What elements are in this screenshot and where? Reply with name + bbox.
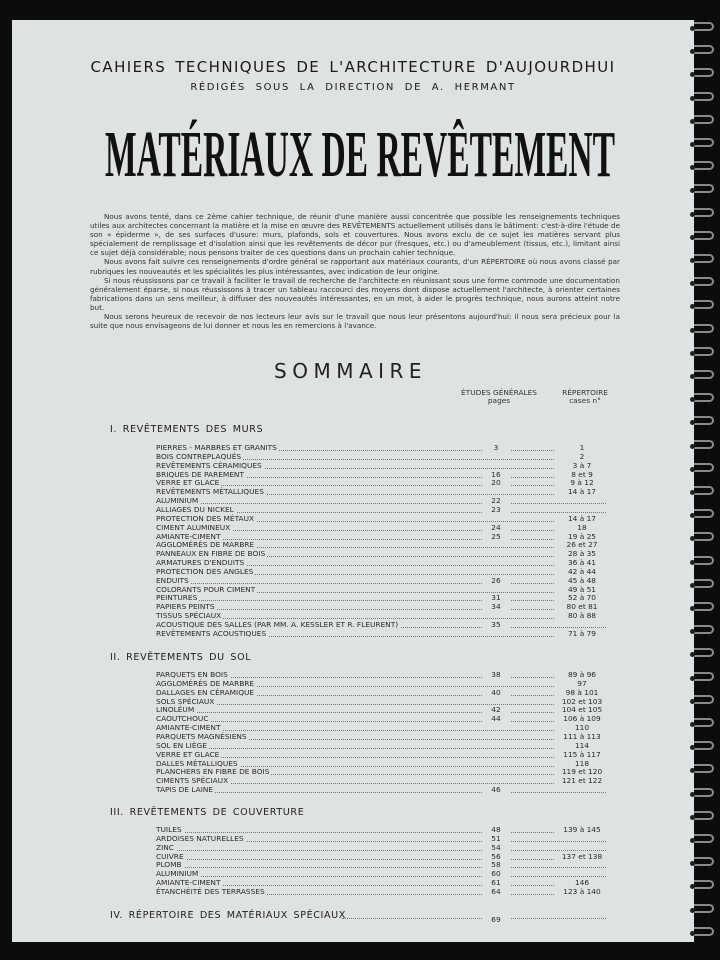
toc-label: TUILES bbox=[156, 825, 182, 834]
spiral-coil bbox=[694, 509, 714, 518]
toc-label: AMIANTE-CIMENT bbox=[156, 531, 221, 541]
dot-leader bbox=[156, 539, 606, 540]
spiral-coil bbox=[694, 648, 714, 657]
repertoire-cases: 49 à 51 bbox=[554, 586, 610, 595]
dot-leader bbox=[156, 859, 606, 860]
spiral-coil bbox=[694, 324, 714, 333]
intro-paragraph: Si nous réussissons par ce travail à faciliter le travail de recherche de l'architecte en réunissant sous une forme commode une documentation généralement éparse, si nous réussissons à tracer un tableau raccourci des moyens dont dispose actuellement l'architecte, à orienter certaines fabrications dans un sens meilleur, à diffuser des nouveautés intéressantes, en un mot, à aider le progrès technique, nous aurons atteint notre but. bbox=[90, 275, 620, 312]
dot-leader bbox=[156, 832, 606, 833]
spiral-coil bbox=[694, 208, 714, 217]
toc-label: LINOLÉUM bbox=[156, 705, 195, 715]
toc-label: CUIVRE bbox=[156, 851, 184, 861]
page-number: 64 bbox=[482, 888, 510, 897]
binding-hole bbox=[690, 560, 695, 565]
repertoire-cases: 8 et 9 bbox=[554, 471, 610, 480]
dot-leader bbox=[156, 885, 606, 886]
editor-line: RÉDIGÉS SOUS LA DIRECTION DE A. HERMANT bbox=[190, 82, 516, 93]
toc-label: PIERRES - MARBRES ET GRANITS bbox=[156, 443, 277, 452]
page-number: 26 bbox=[482, 577, 510, 586]
binding-hole bbox=[690, 72, 695, 77]
spiral-coil bbox=[694, 927, 714, 936]
repertoire-cases: 19 à 25 bbox=[554, 533, 610, 542]
toc-label: CAOUTCHOUC bbox=[156, 714, 209, 724]
repertoire-cases: 146 bbox=[554, 879, 610, 888]
dot-leader bbox=[156, 867, 606, 868]
page-number: 42 bbox=[482, 706, 510, 715]
toc-row bbox=[156, 733, 606, 742]
toc-label: REVÊTEMENTS MÉTALLIQUES bbox=[156, 487, 264, 497]
toc-label: AMIANTE-CIMENT bbox=[156, 723, 221, 733]
page-number: 51 bbox=[482, 835, 510, 844]
binding-hole bbox=[690, 328, 695, 333]
page-number: 40 bbox=[482, 689, 510, 698]
binding-hole bbox=[690, 861, 695, 866]
toc-row bbox=[156, 594, 606, 603]
dot-leader bbox=[156, 748, 606, 749]
toc-label: ZINC bbox=[156, 842, 174, 852]
spiral-coil bbox=[694, 92, 714, 101]
spiral-coil bbox=[694, 857, 714, 866]
binding-hole bbox=[690, 212, 695, 217]
spiral-coil bbox=[694, 880, 714, 889]
repertoire-cases: 114 bbox=[554, 742, 610, 751]
toc-row bbox=[156, 786, 606, 795]
spiral-coil bbox=[694, 718, 714, 727]
spiral-coil bbox=[694, 788, 714, 797]
page-number: 20 bbox=[482, 479, 510, 488]
binding-hole bbox=[690, 490, 695, 495]
spiral-coil bbox=[694, 68, 714, 77]
toc-row bbox=[156, 853, 606, 862]
dot-leader bbox=[156, 721, 606, 722]
spiral-coil bbox=[694, 556, 714, 565]
intro-paragraph: Nous avons fait suivre ces renseignements d'ordre général se rapportant aux matériaux courants, d'un RÉPERTOIRE où nous avons classé par rubriques les nouveautés et les spécialités les plus intéressantes, avec indication de leur origine. bbox=[90, 257, 620, 276]
repertoire-cases: 123 à 140 bbox=[554, 888, 610, 897]
repertoire-cases: 98 à 101 bbox=[554, 689, 610, 698]
spiral-coil bbox=[694, 277, 714, 286]
document-page bbox=[12, 20, 694, 942]
toc-label: VERRE ET GLACE bbox=[156, 478, 220, 488]
toc-row bbox=[156, 471, 606, 480]
spiral-coil bbox=[694, 184, 714, 193]
dot-leader bbox=[156, 704, 606, 705]
toc-label: ALUMINIUM bbox=[156, 496, 199, 506]
repertoire-cases: 28 à 35 bbox=[554, 550, 610, 559]
spiral-coil bbox=[694, 347, 714, 356]
binding-hole bbox=[690, 606, 695, 611]
spiral-coil bbox=[694, 231, 714, 240]
spiral-coil bbox=[694, 579, 714, 588]
section-heading: IV. RÉPERTOIRE DES MATÉRIAUX SPÉCIAUX bbox=[110, 910, 346, 921]
repertoire-cases: 1 bbox=[554, 444, 610, 453]
main-title bbox=[100, 113, 620, 193]
repertoire-cases: 97 bbox=[554, 680, 610, 689]
repertoire-cases: 42 à 44 bbox=[554, 568, 610, 577]
binding-hole bbox=[690, 629, 695, 634]
repertoire-cases: 52 à 70 bbox=[554, 594, 610, 603]
toc-label: DALLAGES EN CÉRAMIQUE bbox=[156, 687, 255, 697]
repertoire-cases: 2 bbox=[554, 453, 610, 462]
toc-row bbox=[156, 751, 606, 760]
toc-label: CIMENTS SPÉCIAUX bbox=[156, 776, 229, 786]
binding-hole bbox=[690, 908, 695, 913]
repertoire-cases: 110 bbox=[554, 724, 610, 733]
toc-row bbox=[156, 630, 606, 639]
dot-leader bbox=[156, 609, 606, 610]
dot-leader bbox=[156, 792, 606, 793]
repertoire-cases: 26 et 27 bbox=[554, 541, 610, 550]
binding-hole bbox=[690, 699, 695, 704]
page-number: 38 bbox=[482, 671, 510, 680]
series-title: CAHIERS TECHNIQUES DE L'ARCHITECTURE D'AUJOURDHUI bbox=[90, 58, 616, 76]
toc-row bbox=[342, 912, 606, 924]
toc-label: REVÊTEMENTS ACOUSTIQUES bbox=[156, 628, 267, 638]
binding-hole bbox=[690, 188, 695, 193]
repertoire-cases: 71 à 79 bbox=[554, 630, 610, 639]
toc-row bbox=[156, 777, 606, 786]
toc-label: PROTECTION DES ANGLES bbox=[156, 566, 254, 576]
page-number: 31 bbox=[482, 594, 510, 603]
repertoire-cases: 3 à 7 bbox=[554, 462, 610, 471]
spiral-coil bbox=[694, 254, 714, 263]
binding-hole bbox=[690, 397, 695, 402]
column-header-repertoire-title: RÉPERTOIRE bbox=[562, 388, 608, 397]
spiral-coil bbox=[694, 695, 714, 704]
spiral-coil bbox=[694, 115, 714, 124]
binding-hole bbox=[690, 722, 695, 727]
page-number: 60 bbox=[482, 870, 510, 879]
binding-hole bbox=[690, 676, 695, 681]
toc-label: PLOMB bbox=[156, 860, 182, 870]
toc-row bbox=[156, 888, 606, 897]
spiral-coil bbox=[694, 486, 714, 495]
toc-label: PAPIERS PEINTS bbox=[156, 602, 215, 612]
spiral-coil bbox=[694, 45, 714, 54]
spiral-coil bbox=[694, 532, 714, 541]
column-header-repertoire-sub: cases n° bbox=[569, 396, 601, 405]
toc-row bbox=[156, 715, 606, 724]
toc-label: PEINTURES bbox=[156, 593, 198, 603]
intro-text bbox=[90, 212, 620, 330]
binding-hole bbox=[690, 652, 695, 657]
toc-row bbox=[156, 603, 606, 612]
binding-hole bbox=[690, 536, 695, 541]
dot-leader bbox=[156, 757, 606, 758]
spiral-coil bbox=[694, 834, 714, 843]
repertoire-cases: 80 et 81 bbox=[554, 603, 610, 612]
binding-hole bbox=[690, 49, 695, 54]
toc-label: COLORANTS POUR CIMENT bbox=[156, 584, 256, 594]
binding-hole bbox=[690, 768, 695, 773]
section-heading: I. REVÊTEMENTS DES MURS bbox=[110, 424, 264, 435]
repertoire-cases: 137 et 138 bbox=[554, 853, 610, 862]
binding-hole bbox=[690, 815, 695, 820]
toc-label: DALLES MÉTALLIQUES bbox=[156, 758, 238, 768]
repertoire-cases: 80 à 88 bbox=[554, 612, 610, 621]
toc-label: SOLS SPÉCIAUX bbox=[156, 696, 215, 706]
repertoire-cases: 111 à 113 bbox=[554, 733, 610, 742]
binding-hole bbox=[690, 513, 695, 518]
dot-leader bbox=[156, 850, 606, 851]
repertoire-cases: 121 et 122 bbox=[554, 777, 610, 786]
dot-leader bbox=[156, 600, 606, 601]
binding-hole bbox=[690, 258, 695, 263]
page-number: 25 bbox=[482, 533, 510, 542]
spiral-coil bbox=[694, 741, 714, 750]
main-title-text: MATÉRIAUX DE REVÊTEMENT bbox=[105, 118, 615, 191]
binding-hole bbox=[690, 838, 695, 843]
spiral-coil bbox=[694, 393, 714, 402]
toc-label: ÉTANCHÉITÉ DES TERRASSES bbox=[156, 886, 265, 896]
binding-hole bbox=[690, 119, 695, 124]
spiral-coil bbox=[694, 672, 714, 681]
spiral-coil bbox=[694, 625, 714, 634]
dot-leader bbox=[156, 503, 606, 504]
binding-hole bbox=[690, 142, 695, 147]
toc-label: ALLIAGES DU NICKEL bbox=[156, 504, 234, 514]
toc-row bbox=[156, 861, 606, 870]
dot-leader bbox=[156, 712, 606, 713]
dot-leader bbox=[342, 918, 606, 919]
repertoire-cases: 104 et 105 bbox=[554, 706, 610, 715]
toc-label: CIMENT ALUMINEUX bbox=[156, 522, 231, 532]
binding-hole bbox=[690, 96, 695, 101]
page-number: 35 bbox=[482, 621, 510, 630]
toc-label: VERRE ET GLACE bbox=[156, 749, 220, 759]
binding-hole bbox=[690, 467, 695, 472]
column-header-etudes-sub: pages bbox=[487, 396, 511, 405]
toc-label: PROTECTION DES MÉTAUX bbox=[156, 513, 255, 523]
spiral-coil bbox=[694, 370, 714, 379]
column-header-repertoire bbox=[560, 389, 610, 405]
toc-label: PARQUETS MAGNÉSIENS bbox=[156, 731, 247, 741]
spiral-coil bbox=[694, 440, 714, 449]
toc-label: ALUMINIUM bbox=[156, 869, 199, 879]
spiral-coil bbox=[694, 300, 714, 309]
toc-row bbox=[156, 844, 606, 853]
toc-label: TISSUS SPÉCIAUX bbox=[156, 611, 222, 621]
binding-hole bbox=[690, 420, 695, 425]
binding-hole bbox=[690, 884, 695, 889]
toc-label: AMIANTE-CIMENT bbox=[156, 878, 221, 888]
binding-hole bbox=[690, 444, 695, 449]
toc-label: PLANCHERS EN FIBRE DE BOIS bbox=[156, 767, 270, 777]
intro-paragraph: Nous avons tenté, dans ce 2ème cahier technique, de réunir d'une manière aussi concentrée que possible les renseignements techniques utiles aux architectes concernant la matière et la mise en œuvre des REVÊTEMENTS actuellement utilisés dans le bâtiment: c'est-à-dire l'étude de son « épiderme », de ses surfaces d'usure: murs, plafonds, sols et couvertures. Nous avons exclu de ce sujet les matières servant plus spécialement de remplissage et d'isolation ainsi que les revêtements de décor pur (fresques, etc.) ou d'ameublement (tissus, etc.), limitant ainsi ce sujet déjà considérable; nous pensons traiter de ces questions dans un prochain cahier technique. bbox=[90, 212, 620, 258]
spiral-coil bbox=[694, 811, 714, 820]
dot-leader bbox=[156, 583, 606, 584]
binding-hole bbox=[690, 374, 695, 379]
toc-label: ACOUSTIQUE DES SALLES (PAR MM. A. KESSLER ET R. FLEURENT) bbox=[156, 620, 399, 629]
toc-label: SOL EN LIÈGE bbox=[156, 740, 207, 750]
toc-row bbox=[156, 706, 606, 715]
page-number: 48 bbox=[482, 826, 510, 835]
toc-row bbox=[156, 870, 606, 879]
toc-row bbox=[156, 524, 606, 533]
toc-label: BRIQUES DE PAREMENT bbox=[156, 469, 244, 479]
toc-row bbox=[156, 488, 606, 497]
section-heading: III. REVÊTEMENTS DE COUVERTURE bbox=[110, 807, 305, 818]
repertoire-cases: 45 à 48 bbox=[554, 577, 610, 586]
repertoire-cases: 106 à 109 bbox=[554, 715, 610, 724]
page-number: 46 bbox=[482, 786, 510, 795]
binding-hole bbox=[690, 304, 695, 309]
toc-label: AGGLOMÉRÉS DE MARBRE bbox=[156, 678, 255, 688]
dot-leader bbox=[156, 730, 606, 731]
dot-leader bbox=[156, 485, 606, 486]
dot-leader bbox=[156, 876, 606, 877]
spiral-coil bbox=[694, 463, 714, 472]
spiral-coil bbox=[694, 904, 714, 913]
repertoire-cases: 118 bbox=[554, 760, 610, 769]
page-number: 69 bbox=[482, 916, 510, 925]
toc-row bbox=[156, 568, 606, 577]
toc-row bbox=[156, 689, 606, 698]
repertoire-cases: 14 à 17 bbox=[554, 515, 610, 524]
toc-row bbox=[156, 586, 606, 595]
sommaire-heading: SOMMAIRE bbox=[274, 359, 428, 383]
toc-label: PARQUETS EN BOIS bbox=[156, 670, 228, 679]
toc-row bbox=[156, 835, 606, 844]
page-number: 54 bbox=[482, 844, 510, 853]
repertoire-cases: 115 à 117 bbox=[554, 751, 610, 760]
binding-hole bbox=[690, 583, 695, 588]
column-header-etudes-title: ÉTUDES GÉNÉRALES bbox=[461, 388, 537, 397]
binding-hole bbox=[690, 165, 695, 170]
page-number: 3 bbox=[482, 444, 510, 453]
page-number: 61 bbox=[482, 879, 510, 888]
spiral-binding bbox=[692, 14, 720, 954]
toc-label: ARDOISES NATURELLES bbox=[156, 833, 244, 843]
binding-hole bbox=[690, 931, 695, 936]
page-number: 44 bbox=[482, 715, 510, 724]
page-number: 24 bbox=[482, 524, 510, 533]
toc-label: ARMATURES D'ENDUITS bbox=[156, 558, 245, 568]
spiral-coil bbox=[694, 764, 714, 773]
toc-label: ENDUITS bbox=[156, 575, 189, 585]
binding-hole bbox=[690, 281, 695, 286]
spiral-coil bbox=[694, 161, 714, 170]
repertoire-cases: 89 à 96 bbox=[554, 671, 610, 680]
toc-label: TAPIS DE LAINE bbox=[156, 785, 214, 795]
spiral-coil bbox=[694, 416, 714, 425]
binding-hole bbox=[690, 792, 695, 797]
repertoire-cases: 119 et 120 bbox=[554, 768, 610, 777]
page-number: 16 bbox=[482, 471, 510, 480]
repertoire-cases: 102 et 103 bbox=[554, 698, 610, 707]
binding-hole bbox=[690, 26, 695, 31]
toc-label: BOIS CONTREPLAQUÉS bbox=[156, 451, 242, 461]
binding-hole bbox=[690, 351, 695, 356]
spiral-coil bbox=[694, 138, 714, 147]
toc-row bbox=[156, 462, 606, 471]
page-number: 58 bbox=[482, 861, 510, 870]
intro-paragraph: Nous serons heureux de recevoir de nos lecteurs leur avis sur le travail que nous leur présentons aujourd'hui: il nous sera précieux pour la suite que nous envisageons de lui donner et nous les en remercions à l'avance. bbox=[90, 312, 620, 331]
toc-row bbox=[156, 742, 606, 751]
toc-row bbox=[156, 698, 606, 707]
page-number: 56 bbox=[482, 853, 510, 862]
repertoire-cases: 139 à 145 bbox=[554, 826, 610, 835]
spiral-coil bbox=[694, 22, 714, 31]
toc-label: AGGLOMÉRÉS DE MARBRE bbox=[156, 540, 255, 550]
column-header-etudes bbox=[444, 389, 554, 405]
repertoire-cases: 9 à 12 bbox=[554, 479, 610, 488]
page-number: 22 bbox=[482, 497, 510, 506]
repertoire-cases: 36 à 41 bbox=[554, 559, 610, 568]
binding-hole bbox=[690, 745, 695, 750]
toc-label: PANNEAUX EN FIBRE DE BOIS bbox=[156, 549, 266, 559]
page-number: 34 bbox=[482, 603, 510, 612]
repertoire-cases: 14 à 17 bbox=[554, 488, 610, 497]
dot-leader bbox=[156, 618, 606, 619]
page-number: 23 bbox=[482, 506, 510, 515]
section-heading: II. REVÊTEMENTS DU SOL bbox=[110, 652, 252, 663]
spiral-coil bbox=[694, 602, 714, 611]
repertoire-cases: 18 bbox=[554, 524, 610, 533]
binding-hole bbox=[690, 235, 695, 240]
toc-label: REVÊTEMENTS CÉRAMIQUES bbox=[156, 460, 262, 470]
